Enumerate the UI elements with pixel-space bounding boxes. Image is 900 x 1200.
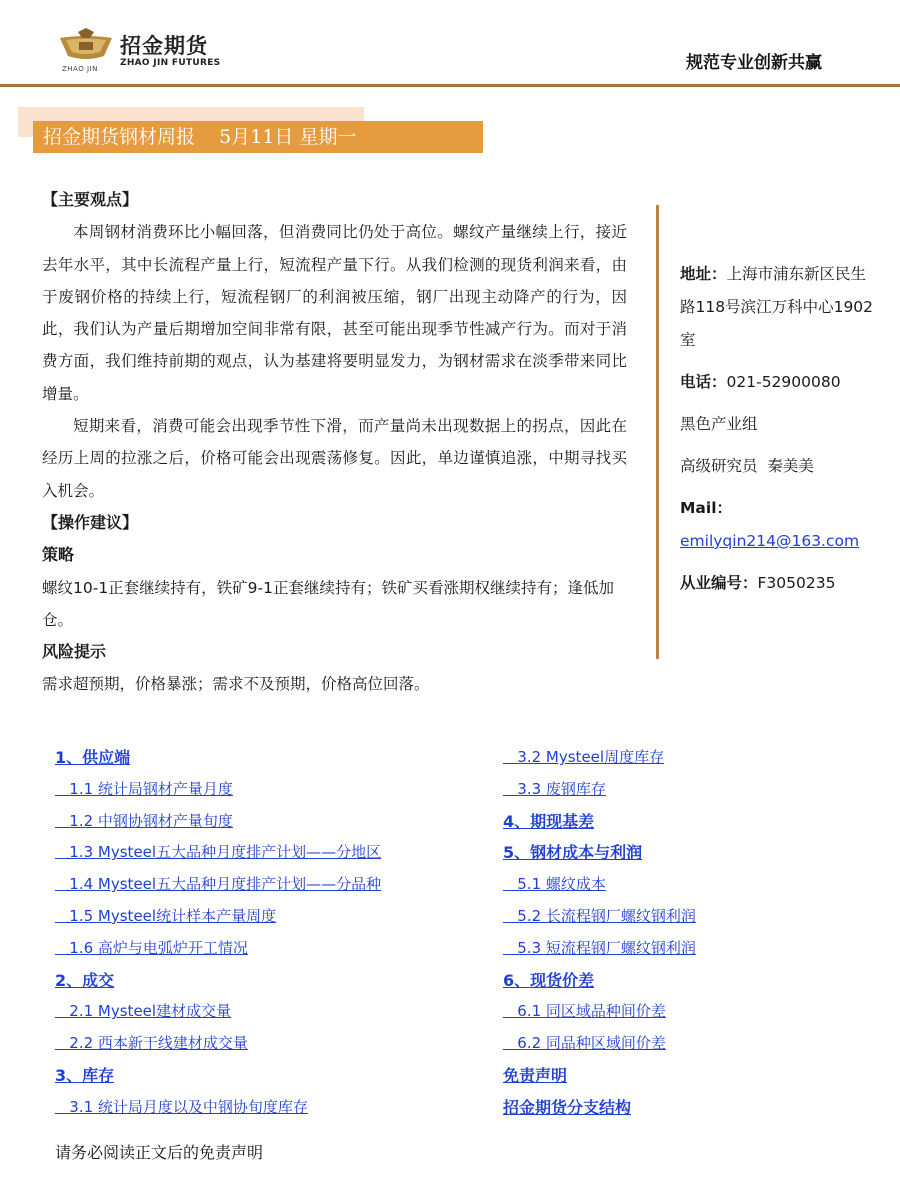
contact-sidebar (680, 258, 880, 609)
views-heading: 【主要观点】 (42, 190, 139, 209)
phone-value: 021-52900080 (726, 373, 841, 391)
toc-subsection-link (503, 1028, 863, 1060)
address-value: 上海市浦东新区民生路118号滨江万科中心1902室 (680, 265, 874, 349)
toc-subsection-link (503, 996, 863, 1028)
phone-label: 电话： (680, 373, 727, 391)
advice-heading: 【操作建议】 (42, 512, 139, 532)
toc-link-text[interactable]: 免责声明 (503, 1065, 568, 1085)
toc-subsection-link (55, 837, 495, 869)
toc-link-text[interactable]: 1.3 Mysteel五大品种月度排产计划——分地区 (55, 843, 382, 862)
toc-link-text[interactable]: 2.1 Mysteel建材成交量 (55, 1002, 232, 1021)
toc-section-link (503, 806, 863, 838)
toc-link-text[interactable]: 6.2 同品种区域间价差 (503, 1034, 666, 1053)
toc-link-text[interactable]: 1.1 统计局钢材产量月度 (55, 779, 233, 798)
toc-subsection-link (55, 933, 495, 965)
company-logo (58, 28, 236, 73)
risk-text: 需求超预期，价格暴涨；需求不及预期，价格高位回落。 (42, 675, 430, 694)
toc-link-text[interactable]: 2、成交 (55, 970, 115, 990)
phone-block (680, 366, 880, 399)
toc-link-text[interactable]: 5.3 短流程钢厂螺纹钢利润 (503, 938, 696, 957)
strategy-heading: 策略 (42, 545, 75, 565)
toc-section-link (503, 1060, 863, 1092)
toc-subsection-link (55, 869, 495, 901)
toc-link-text[interactable]: 6.1 同区域品种间价差 (503, 1002, 666, 1021)
toc-link-text[interactable]: 招金期货分支结构 (503, 1097, 632, 1117)
disclaimer-note: 请务必阅读正文后的免责声明 (55, 1143, 264, 1162)
toc-link-text[interactable]: 3.2 Mysteel周度库存 (503, 748, 665, 766)
toc-subsection-link (55, 901, 495, 933)
toc-link-text[interactable]: 1.2 中钢协钢材产量旬度 (55, 811, 233, 830)
license-label: 从业编号： (680, 574, 758, 592)
toc-subsection-link (55, 996, 495, 1028)
toc-subsection-link (55, 806, 495, 838)
toc-section-link (503, 1092, 863, 1124)
toc-section-link (55, 742, 495, 774)
analyst-name: 高级研究员 秦美美 (680, 457, 814, 475)
toc-link-text[interactable]: 5.2 长流程钢厂螺纹钢利润 (503, 906, 696, 925)
toc-right-column (503, 742, 863, 1124)
toc-link-text[interactable]: 4、期现基差 (503, 811, 595, 831)
gold-ingot-logo-icon (58, 28, 114, 64)
toc-link-text[interactable]: 1.6 高炉与电弧炉开工情况 (55, 938, 248, 957)
strategy-text: 螺纹10-1正套继续持有，铁矿9-1正套继续持有；铁矿买看涨期权继续持有；逢低加仓。 (42, 578, 614, 629)
toc-subsection-link (503, 742, 863, 774)
mail-label: Mail： (680, 499, 733, 517)
logo-english-short: ZHAO JIN (62, 65, 98, 73)
toc-link-text[interactable]: 1.4 Mysteel五大品种月度排产计划——分品种 (55, 875, 382, 894)
toc-link-text[interactable]: 3.1 统计局月度以及中钢协旬度库存 (55, 1097, 308, 1116)
toc-link-text[interactable]: 5、钢材成本与利润 (503, 843, 643, 863)
toc-link-text[interactable]: 5.1 螺纹成本 (503, 875, 606, 894)
risk-heading: 风险提示 (42, 642, 107, 662)
toc-link-text[interactable]: 2.2 西本新干线建材成交量 (55, 1034, 248, 1053)
license-block (680, 567, 880, 600)
toc-link-text[interactable]: 1.5 Mysteel统计样本产量周度 (55, 906, 277, 925)
address-block (680, 258, 880, 357)
sidebar-divider (656, 205, 659, 659)
toc-subsection-link (503, 774, 863, 806)
toc-subsection-link (503, 901, 863, 933)
toc-link-text[interactable]: 3、库存 (55, 1065, 115, 1085)
toc-subsection-link (503, 869, 863, 901)
toc-link-text[interactable]: 3.3 废钢库存 (503, 779, 606, 798)
views-paragraph-1: 本周钢材消费环比小幅回落，但消费同比仍处于高位。螺纹产量继续上行，接近去年水平，其中长流程产量上行，短流程产量下行。从我们检测的现货利润来看，由于废钢价格的持续上行，短流程钢厂的利润被压缩，钢厂出现主动降产的行为，因此，我们认为产量后期增加空间非常有限，甚至可能出现季节性减产行为。而对于消费方面，我们维持前期的观点，认为基建将要明显发力，为钢材需求在淡季带来同比增量。 (42, 223, 627, 403)
toc-section-link (503, 837, 863, 869)
main-content (42, 184, 627, 701)
toc-subsection-link (55, 774, 495, 806)
slogan: 规范专业创新共赢 (686, 53, 822, 73)
toc-section-link (55, 1060, 495, 1092)
license-value: F3050235 (757, 574, 836, 592)
report-title: 招金期货钢材周报 5月11日 星期一 (33, 121, 483, 153)
toc-section-link (503, 965, 863, 997)
toc-link-text[interactable]: 1、供应端 (55, 748, 131, 767)
header-divider (0, 84, 900, 87)
mail-link[interactable]: emilyqin214@163.com (680, 532, 860, 550)
toc-subsection-link (503, 933, 863, 965)
toc-left-column (55, 742, 495, 1124)
group-name: 黑色产业组 (680, 415, 758, 433)
views-paragraph-2: 短期来看，消费可能会出现季节性下滑，而产量尚未出现数据上的拐点，因此在经历上周的拉涨之后，价格可能会出现震荡修复。因此，单边谨慎追涨，中期寻找买入机会。 (42, 417, 627, 500)
logo-chinese-name: 招金期货 (120, 34, 208, 58)
address-label: 地址： (680, 265, 727, 283)
logo-english-name: ZHAO JIN FUTURES (120, 58, 221, 68)
toc-section-link (55, 965, 495, 997)
toc-link-text[interactable]: 6、现货价差 (503, 970, 595, 990)
toc-subsection-link (55, 1092, 495, 1124)
toc-subsection-link (55, 1028, 495, 1060)
